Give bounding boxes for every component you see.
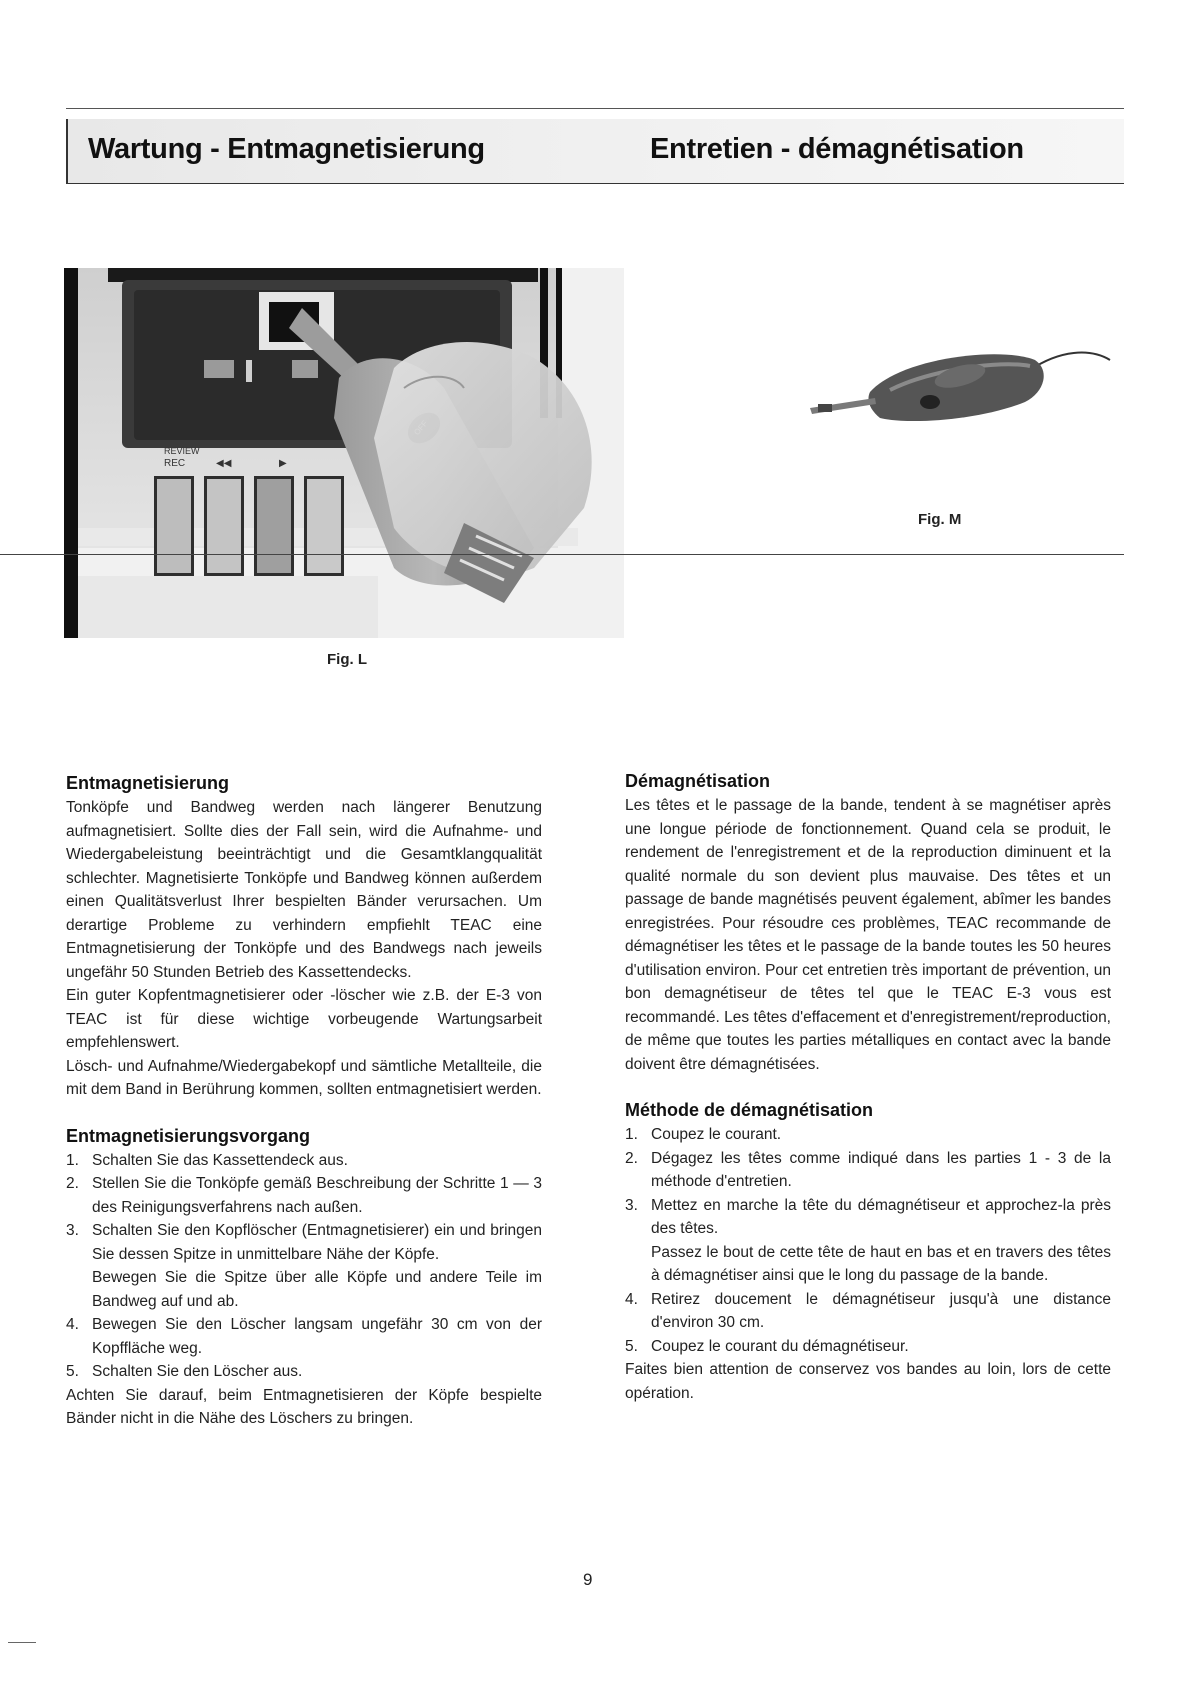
german-recommendation: Ein guter Kopfentmagnetisierer oder -löscher wie z.B. der E-3 von TEAC ist für diese wichtige vorbeugende Wartungsarbeit empfehlenswert. [66, 987, 542, 1051]
page-number: 9 [583, 1570, 593, 1589]
figure-l-caption: Fig. L [327, 651, 367, 668]
french-step-4: 4. Retirez doucement le démagnétiseur jusqu'à une distance d'environ 30 cm. [625, 1290, 1111, 1331]
french-steps [625, 1123, 1111, 1358]
heading-demagnetisation: Démagnétisation [625, 771, 771, 791]
power-cord [1030, 353, 1110, 370]
title-german: Wartung - Entmagnetisierung [88, 133, 485, 165]
french-intro: Les têtes et le passage de la bande, tendent à se magnétiser après une longue période de fonctionnement. Quand cela se produit, le rendement de l'enregistrement et de la reproduction diminuent et la qualité normale du son devient plus mauvaise. Des têtes et un passage de bande magnétisés peuvent également, abîmer les bandes enregistrées. Pour résoudre ces problèmes, TEAC recommande de démagnétiser les têtes et le passage de la bande toutes les 50 heures d'utilisation environ. Pour cet entretien très important de prévention, un bon demagnétiseur de têtes tel que le TEAC E-3 vous est recommandé. Les têtes d'effacement et d'enregistrement/reproduction, de même que toutes les parties métalliques en contact avec la bande doivent être démagnétisées. [625, 797, 1111, 1073]
german-closing: Achten Sie darauf, beim Entmagnetisieren der Köpfe bespielte Bänder nicht in die Nähe des Löschers zu bringen. [66, 1386, 542, 1427]
french-step-2: 2. Dégagez les têtes comme indiqué dans les parties 1 - 3 de la méthode d'entretien. [625, 1149, 1111, 1190]
german-step-4: 4. Bewegen Sie den Löscher langsam ungefähr 30 cm von der Kopffläche weg. [66, 1316, 542, 1357]
deck-left-edge [64, 268, 78, 638]
tool-switch [920, 395, 940, 409]
figure-m-caption: Fig. M [918, 511, 962, 528]
german-step-1: 1. Schalten Sie das Kassettendeck aus. [66, 1151, 348, 1169]
german-steps [66, 1149, 542, 1384]
french-closing: Faites bien attention de conservez vos bandes au loin, lors de cette opération. [625, 1361, 1111, 1402]
french-column [625, 769, 1111, 1405]
german-parts: Lösch- und Aufnahme/Wiedergabekopf und sämtliche Metallteile, die mit dem Band in Berührung kommen, sollten entmagnetisiert werden. [66, 1057, 542, 1098]
heading-methode: Méthode de démagnétisation [625, 1100, 874, 1120]
german-step-3: 3. Schalten Sie den Kopflöscher (Entmagnetisierer) ein und bringen Sie dessen Spitze in unmittelbare Nähe der Köpfe. Bewegen Sie die Spitze über alle Köpfe und andere Teile im Bandweg auf und ab. [66, 1222, 542, 1310]
german-step-2: 2. Stellen Sie die Tonköpfe gemäß Beschreibung der Schritte 1 — 3 des Reinigungsverfahrens nach außen. [66, 1175, 542, 1216]
figure-m-photo [800, 330, 1115, 450]
title-french: Entretien - démagnétisation [650, 133, 1024, 165]
rec-label: REC [164, 458, 186, 469]
german-column [66, 771, 542, 1431]
margin-mark [8, 1642, 36, 1643]
play-symbol: ▶ [279, 458, 287, 469]
french-step-3: 3. Mettez en marche la tête du démagnétiseur et approchez-la près des têtes. Passez le bout de cette tête de haut en bas et en travers des têtes à démagnétiser ainsi que le long du passage de la bande. [625, 1196, 1111, 1284]
french-step-1: 1. Coupez le courant. [625, 1126, 782, 1143]
french-step-5: 5. Coupez le courant du démagnétiseur. [625, 1337, 909, 1355]
review-label: REVIEW [164, 446, 200, 456]
top-rule [66, 108, 1124, 109]
heading-entmagnetisierung: Entmagnetisierung [66, 773, 230, 793]
german-intro: Tonköpfe und Bandweg werden nach längerer Benutzung aufmagnetisiert. Sollte dies der Fall sein, wird die Aufnahme- und Wiedergabeleistung beeinträchtigt und die Gesamtklangqualität schlechter. Magnetisierte Tonköpfe und Bandweg können außerdem einen Qualitätsverlust Ihrer bespielten Bänder verursachen. Um derartige Probleme zu verhindern empfiehlt TEAC eine Entmagnetisierung der Tonköpfe und des Bandwegs nach jeweils ungefähr 50 Stunden Betrieb des Kassettendecks. [66, 799, 542, 981]
horizontal-rule [0, 554, 1124, 555]
heading-vorgang: Entmagnetisierungsvorgang [66, 1125, 311, 1146]
german-step-5: 5. Schalten Sie den Löscher aus. [66, 1363, 303, 1380]
rewind-symbol: ◀◀ [216, 458, 232, 469]
figure-l-photo [64, 268, 624, 638]
